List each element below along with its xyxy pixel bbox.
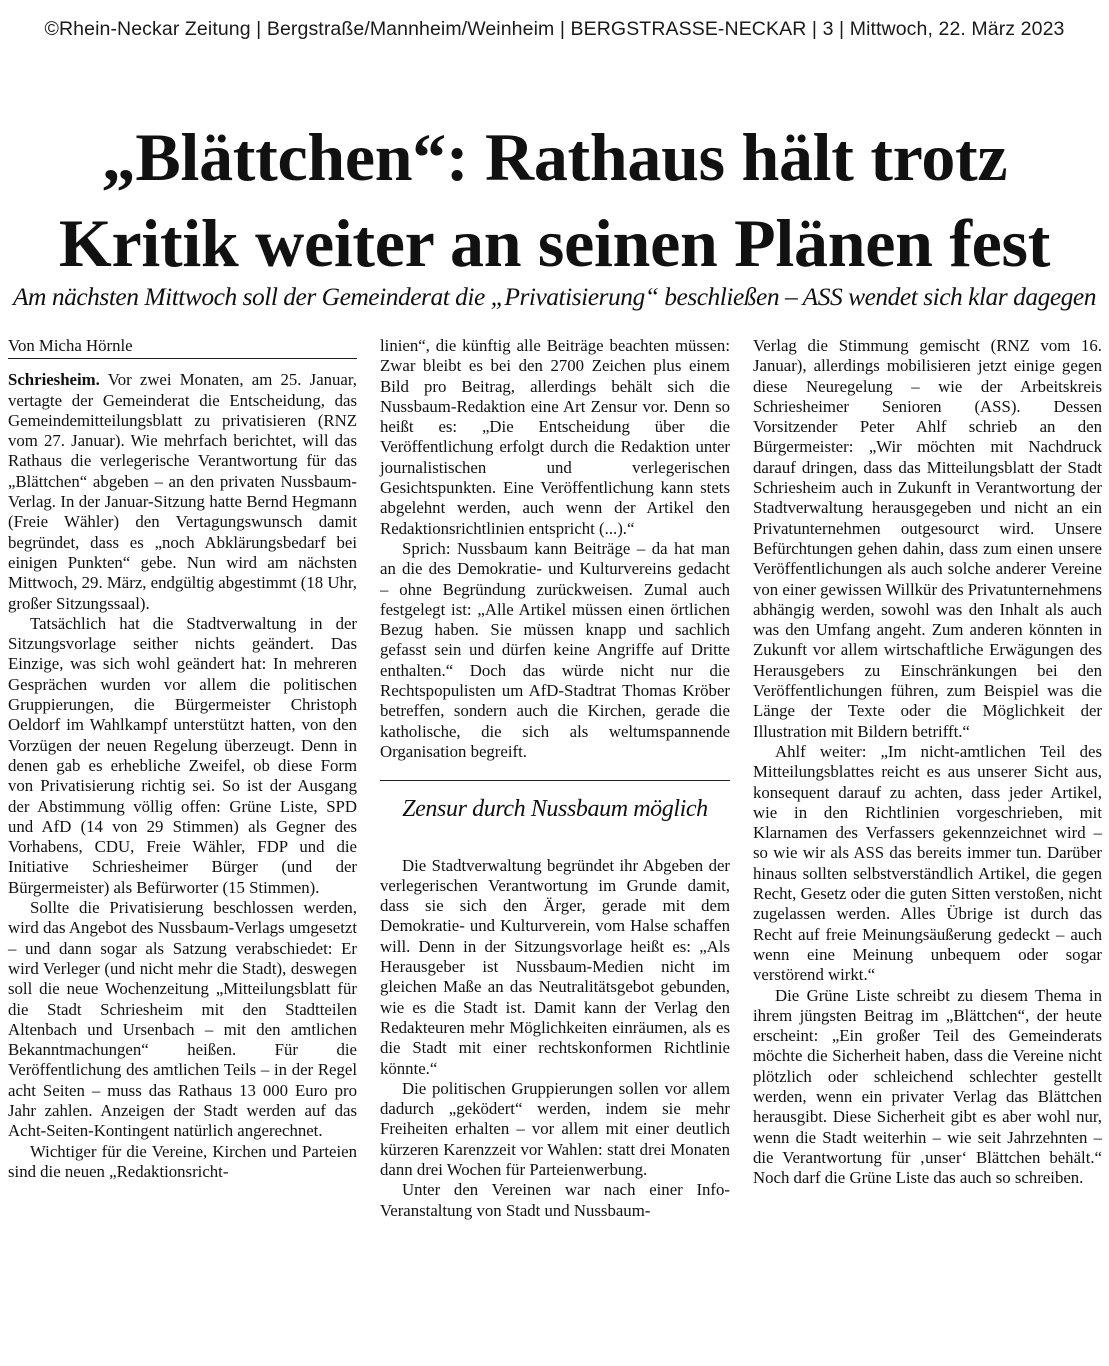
headline: [0, 114, 1109, 286]
dateline: Schriesheim.: [8, 370, 100, 390]
paragraph: Tatsächlich hat die Stadtverwaltung in der Sitzungsvorlage seither nichts geändert. Das Einzige, was sich wohl geändert hat: In mehreren Gesprächen wurden vor allem die politischen Gruppierungen, die Bürgermeister Christoph Oeldorf im Wahlkampf unterstützt hatten, von den Vorzügen der neuen Regelung überzeugt. Denn in denen gab es erhebliche Zweifel, ob diese Form von Privatisierung richtig sei. So ist der Ausgang der Abstimmung völlig offen: Grüne Liste, SPD und AfD (14 von 29 Stimmen) als Gegner des Vorhabens, CDU, Freie Wähler, FDP und die Initiative Schriesheimer Bürger (und der Bürgermeister) als Befürworter (15 Stimmen).: [8, 613, 357, 897]
paragraph: Die politischen Gruppierungen sollen vor allem dadurch „geködert“ werden, indem sie mehr Freiheiten erhalten – vor allem mit einer deutlich kürzeren Karenzzeit vor Wahlen: statt drei Monaten dann drei Wochen für Parteienwerbung.: [380, 1078, 730, 1179]
paragraph: Sprich: Nussbaum kann Beiträge – da hat man an die des Demokratie- und Kulturvereins gedacht – ohne Begründung zurückweisen. Zumal auch festgelegt ist: „Alle Artikel müssen einen örtlichen Bezug haben. Sie müssen knapp und sachlich gefasst sein und dürfen keine Angriffe auf Dritte enthalten.“ Doch das würde nicht nur die Rechtspopulisten um AfD-Stadtrat Thomas Kröber betreffen, sondern auch die Kirchen, gerade die katholische, die sich als weltumspannende Organisation begreift.: [380, 538, 730, 761]
paragraph: Wichtiger für die Vereine, Kirchen und Parteien sind die neuen „Redaktionsricht-: [8, 1141, 357, 1181]
article-column-1: [8, 336, 357, 1182]
paragraph: linien“, die künftig alle Beiträge beachten müssen: Zwar bleibt es bei den 2700 Zeichen plus einem Bild pro Beitrag, allerdings behält sich die Nussbaum-Redaktion eine Art Zensur vor. Denn so heißt es: „Die Entscheidung über die Veröffentlichung erfolgt durch die Redaktion unter journalistischen und verlegerischen Gesichtspunkten. Eine Veröffentlichung kann stets abgelehnt werden, auch wenn der Artikel den Redaktionsrichtlinien entspricht (...).“: [380, 336, 730, 538]
paragraph: Unter den Vereinen war nach einer Info-Veranstaltung von Stadt und Nussbaum-: [380, 1180, 730, 1220]
headline-line-1: „Blättchen“: Rathaus hält trotz: [101, 119, 1008, 195]
paragraph: [8, 370, 357, 614]
article-column-3: [753, 336, 1102, 1188]
headline-line-2: Kritik weiter an seinen Plänen fest: [58, 205, 1051, 281]
paragraph: Verlag die Stimmung gemischt (RNZ vom 16. Januar), allerdings mobilisieren jetzt einige gegen diese Neuregelung – wie der Arbeitskreis Schriesheimer Senioren (ASS). Dessen Vorsitzender Peter Ahlf schrieb an den Bürgermeister: „Wir möchten mit Nachdruck darauf dringen, dass das Mitteilungsblatt der Stadt Schriesheim auch in Zukunft in Verantwortung der Stadtverwaltung herausgegeben und nicht an ein Privatunternehmen outgesourct wird. Unsere Befürchtungen gehen dahin, dass zum einen unsere Veröffentlichungen als auch solche anderer Vereine von einer gewissen Willkür des Privatunternehmens abhängig werden, sowohl was den Inhalt als auch was den Umfang angeht. Zum anderen könnten in Zukunft vor allem wirtschaftliche Erwägungen des Herausgebers zu Einschränkungen bei den Veröffentlichungen führen, zum Beispiel was die Länge der Texte oder die Möglichkeit der Illustration mit Bildern betrifft.“: [753, 336, 1103, 741]
paragraph: Die Stadtverwaltung begründet ihr Abgeben der verlegerischen Verantwortung im Grunde damit, dass sie sich den Ärger, gerade mit dem Demokratie- und Kulturverein, vom Halse schaffen will. Denn in der Sitzungsvorlage heißt es: „Als Herausgeber ist Nussbaum-Medien nicht im gleichen Maße an das Neutralitätsgebot gebunden, wie es die Stadt ist. Damit kann der Verlag den Redakteuren mehr Möglichkeiten einräumen, als es die Stadt mit einer rechtskonformen Richtlinie könnte.“: [380, 855, 730, 1078]
section-subhead: Zensur durch Nussbaum möglich: [402, 796, 708, 823]
source-line: ©Rhein-Neckar Zeitung | Bergstraße/Mannheim/Weinheim | BERGSTRASSE-NECKAR | 3 | Mittwoch, 22. März 2023: [44, 18, 1065, 40]
paragraph: Ahlf weiter: „Im nicht-amtlichen Teil des Mitteilungsblattes reicht es aus unserer Sicht aus, konsequent darauf zu achten, dass jeder Artikel, wie in den Richtlinien vorgeschrieben, mit Klarnamen des Verfassers gekennzeichnet wird – so wie wir als ASS das bereits immer tun. Darüber hinaus sollten selbstverständlich Artikel, die gegen Recht, Gesetz oder die guten Sitten verstoßen, nicht zugelassen werden. Alles Übrige ist durch das Recht auf freie Meinungsäußerung gedeckt – auch wenn eine Meinung unbequem oder sogar verstörend wirkt.“: [753, 741, 1102, 985]
article-column-2: [380, 336, 730, 1221]
paragraph: Sollte die Privatisierung beschlossen werden, wird das Angebot des Nussbaum-Verlags umgesetzt – und dann sogar als Satzung verabschiedet: Er wird Verleger (und nicht mehr die Stadt), deswegen soll die neue Wochenzeitung „Mitteilungsblatt für die Stadt Schriesheim mit den Stadtteilen Altenbach und Ursenbach – mit den amtlichen Bekanntmachungen“ heißen. Für die Veröffentlichung des amtlichen Teils – in der Regel acht Seiten – muss das Rathaus 13 000 Euro pro Jahr zahlen. Anzeigen der Stadt werden auf das Acht-Seiten-Kontingent natürlich angerechnet.: [8, 898, 357, 1141]
subheadline: Am nächsten Mittwoch soll der Gemeinderat die „Privatisierung“ beschließen – ASS wendet sich klar dagegen: [12, 282, 1096, 311]
paragraph: Die Grüne Liste schreibt zu diesem Thema in ihrem jüngsten Beitrag im „Blättchen“, der heute erscheint: „Ein großer Teil des Gemeinderats möchte die Sicherheit haben, dass die Vereine nicht plötzlich oder schleichend schlechter gestellt werden, wenn ein privater Verlag das Blättchen herausgibt. Diese Sicherheit gibt es aber wohl nur, wenn die Stadt weiterhin – wie seit Jahrzehnten – die Verantwortung für ‚unser‘ Blättchen behält.“ Noch darf die Grüne Liste das auch so schreiben.: [753, 985, 1102, 1188]
paragraph-text: Vor zwei Monaten, am 25. Januar, vertagte der Gemeinderat die Entscheidung, das Gemeindemitteilungsblatt zu privatisieren (RNZ vom 27. Januar). Wie mehrfach berichtet, will das Rathaus die verlegerische Verantwortung für das „Blättchen“ abgeben – an den privaten Nussbaum-Verlag. In der Januar-Sitzung hatte Bernd Hegmann (Freie Wähler) den Vertagungswunsch damit begründet, dass es „noch Abklärungsbedarf bei einigen Punkten“ gebe. Nun wird am nächsten Mittwoch, 29. März, endgültig abgestimmt (18 Uhr, großer Sitzungssaal).: [8, 370, 357, 613]
section-divider: [380, 780, 730, 821]
byline: Von Micha Hörnle: [8, 336, 357, 359]
